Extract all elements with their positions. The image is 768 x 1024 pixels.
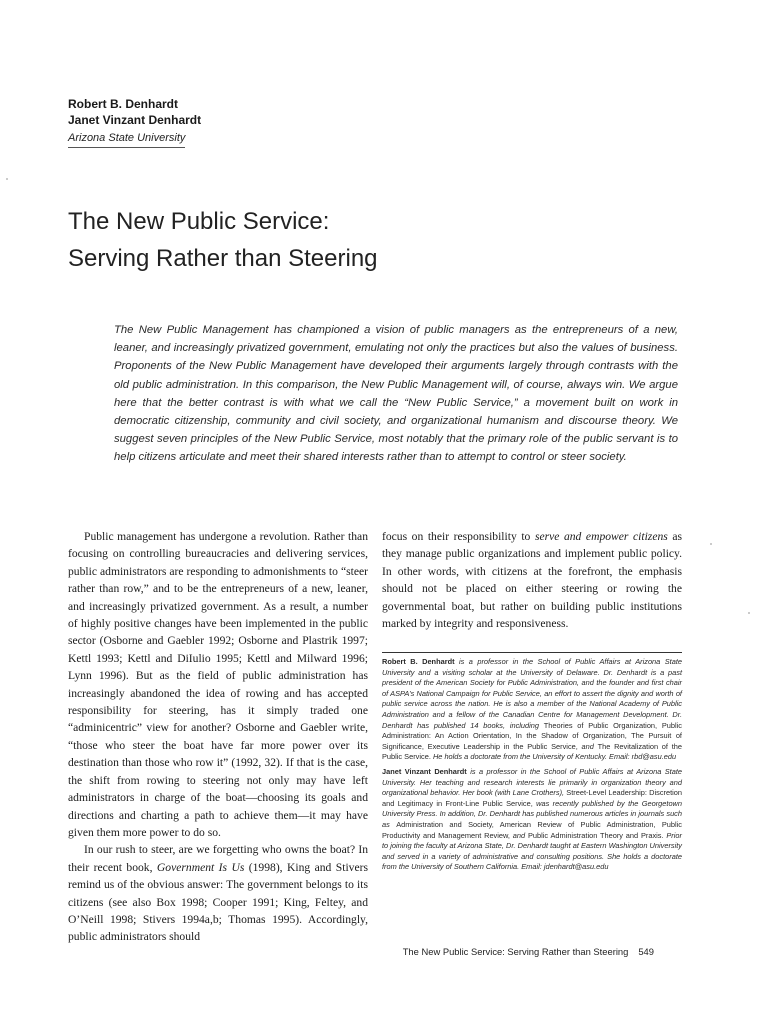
book-title: Street-Level Leadership: Discretion and Legitimacy in Front-Line Public Service, [382,788,682,808]
author-name-2: Janet Vinzant Denhardt [68,113,202,127]
body-paragraph-2 [68,841,368,945]
author-note-text: was recently published by the Georgetown University Press. In addition, Dr. Denhardt has published numerous articles in journals such as [382,798,683,829]
author-block [68,96,201,148]
scan-speck [6,178,8,180]
scan-speck [710,543,712,545]
body-paragraph-1: Public management has undergone a revolution. Rather than focusing on controlling bureaucracies and delivering services, public administrators are responding to admonishments to “steer rather than row,” and to be the entrepreneurs of a new, leaner, and increasingly privatized government. As a result, a number of highly positive changes have been implemented in the public sector (Osborne and Gaebler 1992; Osborne and Plastrik 1997; Kettl 1993; Kettl and DiIulio 1995; Kettl and Milward 1996; Lynn 1996). But as the field of public administration has increasingly abandoned the idea of rowing and has accepted responsibility for steering, has it simply traded one “adminicentric” view for another? Osborne and Gaebler write, “those who steer the boat have far more power over its destination than those who row it” (1992, 32). If that is the case, the shift from rowing to steering not only may have left administrators in charge of the boat—choosing its goals and directions and charting a path to achieve them—it may have given them more power to do so. [68,530,368,839]
author-notes-divider [382,652,682,653]
author-note-text: He holds a doctorate from the University of Kentucky. Email: rbd@asu.edu [430,752,677,762]
author-note-text: is a professor in the School of Public Affairs at Arizona State University and a visiting scholar at the University of Delaware. Dr. Denhardt is a past president of the American Society for Public Administration, and the founder and first chair of ASPA’s National Campaign for Public Service, an effort to assert the dignity and worth of public service across the nation. He is also a member of the National Academy of Public Administration and a fellow of the Canadian Centre for Management Development. Dr. Denhardt has published 14 books, including [382,657,682,730]
body-text-run: (1998), King and Stivers remind us of the obvious answer: The government belongs to its citizens (see also Box 1998; Cooper 1991; King, Feltey, and O’Neill 1998; Stivers 1994a,b; Thomas 1995). Accordingly, public administrators should [68,860,368,944]
author-note-text: Prior to joining the faculty at Arizona State, Dr. Denhardt taught at Eastern Washington University and served in a variety of administrative and consulting positions. She holds a doctorate from the University of Southern California. Email: jdenhardt@asu.edu [382,830,682,872]
running-title: The New Public Service: Serving Rather than Steering [402,946,629,957]
author-note-name: Robert B. Denhardt [382,657,455,666]
book-titles: Theories of Public Organization, Public Administration: An Action Orientation, In the Shadow of Organization, The Pursuit of Significance, Executive Leadership in the Public Service, [382,720,682,751]
author-note-1 [382,657,682,763]
article-abstract: The New Public Management has championed a vision of public managers as the entrepreneurs of a new, leaner, and increasingly privatized government, emulating not only the practices but also the values of business. Proponents of the New Public Management have developed their arguments largely through contrasts with the old public administration. In this comparison, the New Public Management will, of course, always win. We argue here that the better contrast is with what we call the “New Public Service,” a movement built on work in democratic citizenship, community and civil society, and organizational humanism and discourse theory. We suggest seven principles of the New Public Service, most notably that the primary role of the public servant is to help citizens articulate and meet their shared interests rather than to attempt to control or steer society. [114,324,678,464]
scan-speck [748,612,750,614]
author-note-text: and [509,830,528,840]
author-affiliation: Arizona State University [68,130,185,148]
author-notes [382,657,682,877]
page-number: 549 [638,946,654,957]
body-paragraph-3 [382,528,682,632]
body-text-run: as they manage public organizations and implement public policy. In other words, with citizens at the forefront, the emphasis should not be placed on either steering or rowing the governmental boat, but rather on building public institutions marked by integrity and responsiveness. [382,530,683,631]
book-title-emphasis: Government Is Us [156,860,245,874]
body-column-left [68,528,368,946]
article-title-line-1: The New Public Service: [68,208,330,235]
body-text-run: focus on their responsibility to [382,530,535,543]
body-text-run: In our rush to steer, are we forgetting who owns the boat? In their recent book, [68,843,368,874]
journal-title: Public Administration Theory and Praxis. [527,830,664,840]
article-title [68,203,708,277]
author-note-name: Janet Vinzant Denhardt [382,766,467,776]
journal-titles: Administration and Society, American Review of Public Administration, Public Productivity and Management Review, [382,819,683,840]
emphasis-phrase: serve and empower citizens [534,530,668,543]
author-note-text: is a professor in the School of Public Affairs at Arizona State University. Her teaching and research interests lie primarily in organization theory and organizational behavior. Her book (with Lane Crothers), [382,766,682,798]
author-note-2 [382,767,682,873]
page-footer [403,946,654,957]
author-note-text: and [577,741,598,751]
book-title: The Revitalization of the Public Service. [382,741,682,762]
body-column-right [382,528,682,632]
author-name-1: Robert B. Denhardt [68,97,179,111]
article-title-line-2: Serving Rather than Steering [68,245,378,272]
